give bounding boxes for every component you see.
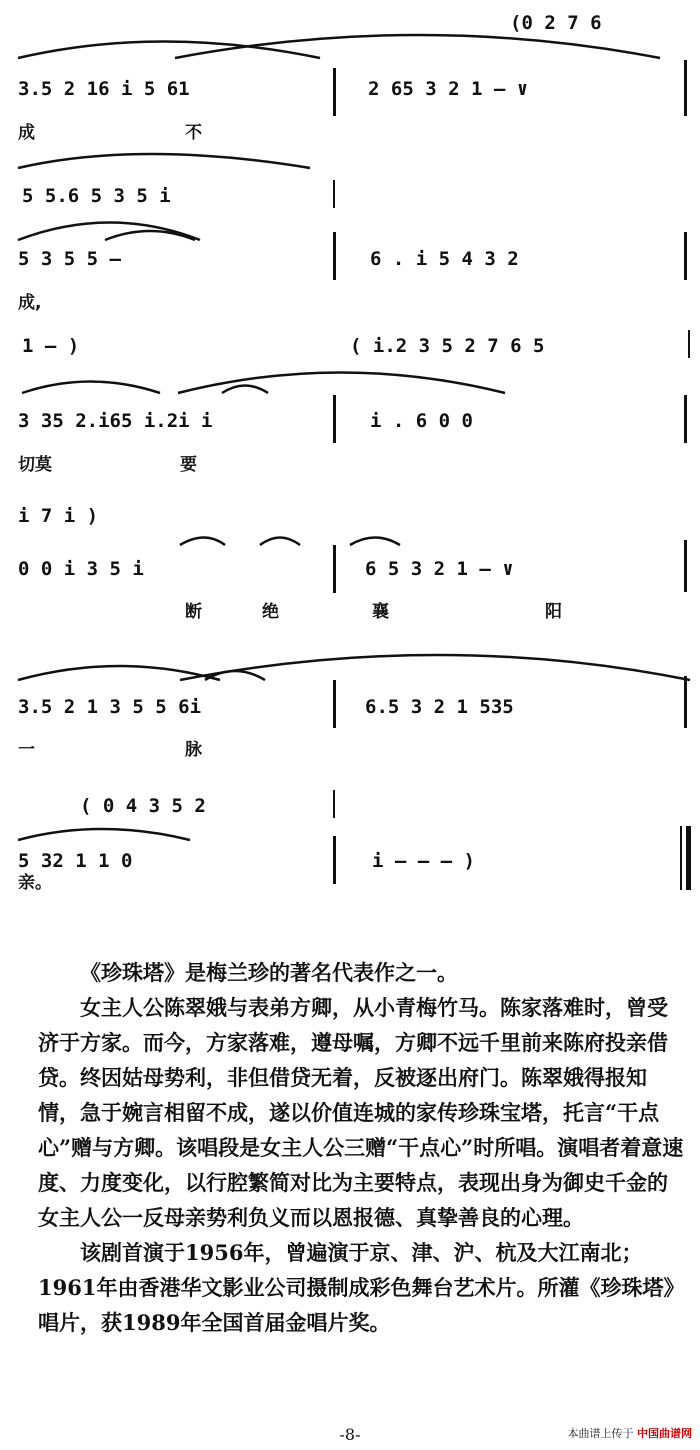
barline <box>684 395 687 443</box>
measure-notes: 6 . i 5 4 3 2 <box>370 248 519 270</box>
measure-notes: 2 65 3 2 1 – ∨ <box>368 78 529 100</box>
measure-notes: i . 6 0 0 <box>370 410 473 432</box>
lyric: 绝 <box>262 602 279 622</box>
description-text <box>38 955 688 1340</box>
measure-notes: 6.5 3 2 1 535 <box>365 696 514 718</box>
barline <box>684 232 687 280</box>
barline <box>684 540 687 592</box>
lyric: 成 <box>18 123 35 143</box>
barline <box>688 330 690 358</box>
lyric: 亲。 <box>18 873 52 893</box>
lyric: 襄 <box>372 602 389 622</box>
upload-text: 本曲谱上传于 <box>567 1427 634 1440</box>
site-brand: 中国曲谱网 <box>637 1427 692 1440</box>
barline <box>333 790 335 818</box>
upper-line-notes: 1 – ) <box>22 335 80 357</box>
lyric: 要 <box>180 455 197 475</box>
barline <box>333 68 336 116</box>
measure-notes: 3.5 2 1 3 5 5 6i <box>18 696 202 718</box>
barline <box>333 680 336 728</box>
measure-notes: 0 0 i 3 5 i <box>18 558 144 580</box>
measure-notes: i – – – ) <box>372 850 475 872</box>
upper-line-notes: ( 0 4 3 5 2 <box>80 795 206 817</box>
final-barline-thick <box>686 826 691 890</box>
barline <box>333 395 336 443</box>
lyric: 不 <box>185 123 202 143</box>
upper-line-notes: 5 5.6 5 3 5 i <box>22 185 171 207</box>
lyric: 脉 <box>185 740 202 760</box>
measure-notes: 5 32 1 1 0 <box>18 850 133 872</box>
final-barline-thin <box>680 826 682 890</box>
paragraph: 女主人公陈翠娥与表弟方卿，从小青梅竹马。陈家落难时，曾受济于方家。而今，方家落难，遵母嘱，方卿不远千里前来陈府投亲借贷。终因姑母势利，非但借贷无着，反被逐出府门。陈翠娥得报知情，急于婉言相留不成，遂以价值连城的家传珍珠宝塔，托言“干点心”赠与方卿。该唱段是女主人公三赠“干点心”时所唱。演唱者着意速度、力度变化，以行腔繁简对比为主要特点，表现出身为御史千金的女主人公一反母亲势利负义而以恩报德、真挚善良的心理。 <box>38 995 684 1230</box>
upload-credit <box>568 1425 693 1441</box>
intro-phrase: (0 2 7 6 <box>510 12 602 34</box>
barline <box>333 836 336 884</box>
upper-line-notes: i 7 i ) <box>18 505 99 527</box>
paragraph: 该剧首演于1956年，曾遍演于京、津、沪、杭及大江南北；1961年由香港华文影业公司摄制成彩色舞台艺术片。所灌《珍珠塔》唱片，获1989年全国首届金唱片奖。 <box>38 1240 685 1335</box>
page-number: -8- <box>339 1425 361 1444</box>
lyric: 断 <box>185 602 202 622</box>
lyric: 成, <box>18 293 42 313</box>
lyric: 一 <box>18 740 35 760</box>
lyric: 切莫 <box>18 455 52 475</box>
lyric: 阳 <box>545 602 562 622</box>
measure-notes: 5 3 5 5 – <box>18 248 121 270</box>
barline <box>333 180 335 208</box>
barline <box>684 60 687 116</box>
barline <box>333 545 336 593</box>
barline <box>333 232 336 280</box>
upper-line-notes: ( i.2 3 5 2 7 6 5 <box>350 335 545 357</box>
paragraph: 《珍珠塔》是梅兰珍的著名代表作之一。 <box>80 960 458 985</box>
measure-notes: 3 35 2.i65 i.2i i <box>18 410 213 432</box>
barline <box>684 676 687 728</box>
measure-notes: 6 5 3 2 1 – ∨ <box>365 558 514 580</box>
measure-notes: 3.5 2 16 i 5 61 <box>18 78 190 100</box>
